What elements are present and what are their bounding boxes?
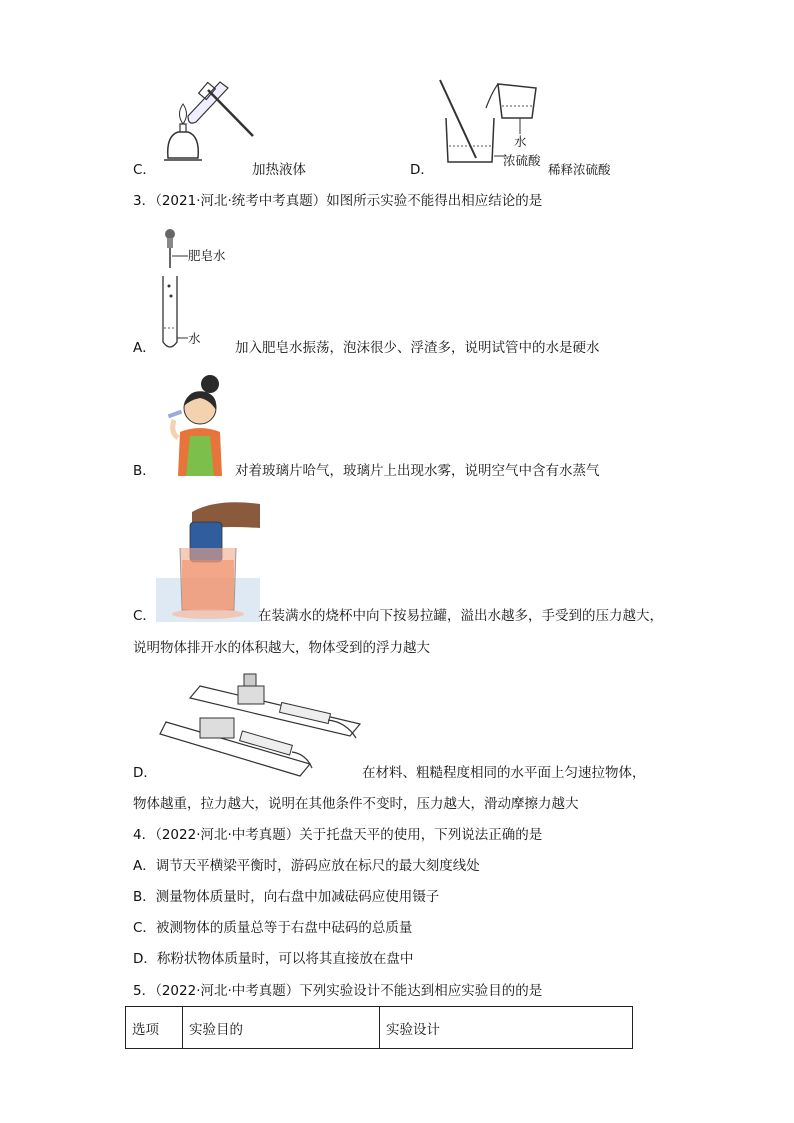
q3-option-c-text-line2: 说明物体排开水的体积越大，物体受到的浮力越大 — [133, 640, 430, 656]
q4-stem: 4．（2022·河北·中考真题）关于托盘天平的使用，下列说法正确的是 — [133, 827, 543, 843]
q5-stem: 5．（2022·河北·中考真题）下列实验设计不能达到相应实验目的的是 — [133, 983, 543, 999]
q4-option-a: A．调节天平横梁平衡时，游码应放在标尺的最大刻度线处 — [133, 858, 480, 874]
header-option: 选项 — [126, 1007, 183, 1049]
q3-option-a-text: 加入肥皂水振荡，泡沫很少、浮渣多，说明试管中的水是硬水 — [235, 340, 600, 356]
q2-label-acid: 浓硫酸 — [503, 153, 541, 168]
q3-option-b-letter: B． — [133, 463, 156, 479]
q4-option-c: C．被测物体的质量总等于右盘中砝码的总质量 — [133, 920, 413, 936]
heating-liquid-figure — [158, 76, 258, 171]
friction-experiment-figure — [160, 668, 365, 780]
q5-options-table — [125, 1006, 633, 1049]
can-in-water-figure — [156, 498, 260, 622]
q3-option-c-letter: C． — [133, 608, 156, 624]
girl-breathing-figure — [160, 372, 230, 476]
q2-option-d-caption: 稀释浓硫酸 — [548, 162, 611, 177]
q3-label-soap-water: 肥皂水 — [188, 248, 226, 263]
q4-option-d: D．称粉状物体质量时，可以将其直接放在盘中 — [133, 951, 414, 967]
header-purpose: 实验目的 — [183, 1007, 380, 1049]
q3-option-d-text-line2: 物体越重，拉力越大，说明在其他条件不变时，压力越大，滑动摩擦力越大 — [133, 796, 579, 812]
q4-option-b: B．测量物体质量时，向右盘中加减砝码应使用镊子 — [133, 889, 440, 905]
q3-option-a-letter: A． — [133, 340, 156, 356]
q2-option-c-letter: C． — [133, 162, 156, 178]
q3-stem: 3．（2021·河北·统考中考真题）如图所示实验不能得出相应结论的是 — [133, 193, 543, 209]
q3-option-c-text-line1: 在装满水的烧杯中向下按易拉罐，溢出水越多，手受到的压力越大， — [258, 608, 663, 624]
q3-label-water: 水 — [188, 331, 201, 346]
table-header-row — [126, 1007, 633, 1049]
q2-option-d-letter: D． — [410, 162, 434, 178]
q3-option-d-letter: D． — [133, 765, 157, 781]
q3-option-d-text-line1: 在材料、粗糙程度相同的水平面上匀速拉物体， — [362, 765, 646, 781]
q3-option-b-text: 对着玻璃片哈气，玻璃片上出现水雾，说明空气中含有水蒸气 — [235, 463, 600, 479]
header-design: 实验设计 — [380, 1007, 633, 1049]
q2-option-c-caption: 加热液体 — [252, 162, 306, 178]
q2-label-water: 水 — [514, 134, 527, 149]
